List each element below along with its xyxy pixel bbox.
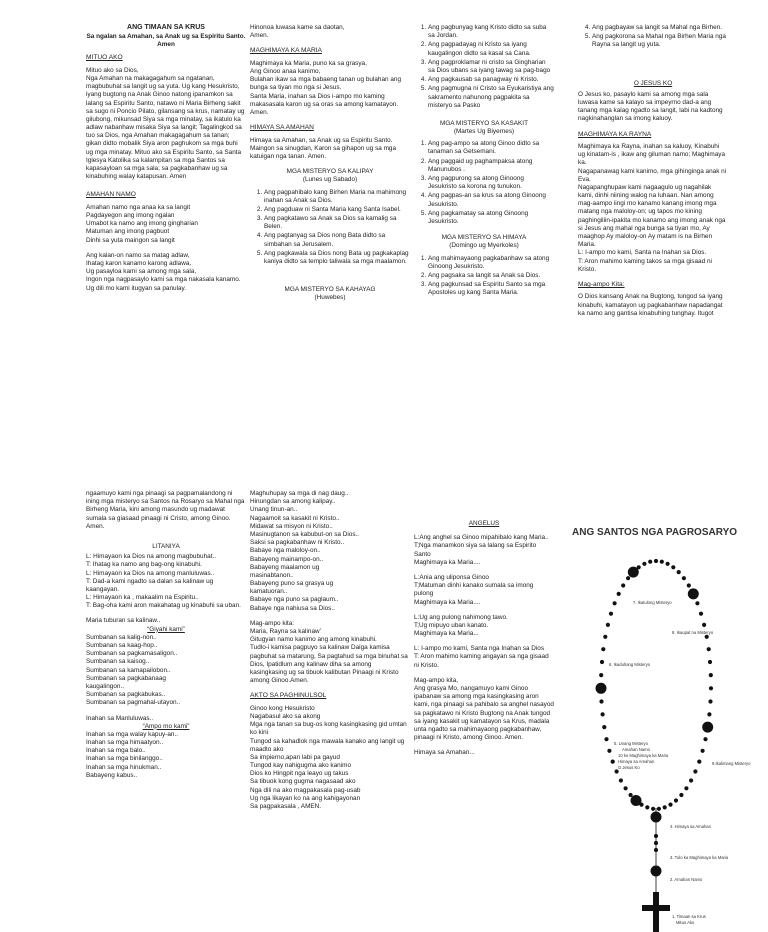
angelus-part-1: L:Ang anghel sa Ginoo mipahibalo kang Maria.. T;Nga manamkon siya sa lalang sa Espirito Santo Maghimaya ka Maria....	[414, 534, 549, 566]
small-bead	[637, 565, 641, 569]
small-bead	[671, 565, 675, 569]
small-bead	[699, 612, 703, 616]
small-bead	[654, 559, 658, 563]
small-bead	[607, 749, 611, 753]
list-item: 4. Ang pagbayaw sa langit sa Mahal nga Birhen.	[592, 24, 728, 32]
kalipay-list	[250, 189, 410, 267]
small-bead	[697, 760, 701, 764]
column-2-top	[250, 24, 410, 307]
magampo-heading: Mag-ampo Kita:	[578, 280, 625, 288]
small-bead	[600, 660, 604, 664]
list-item: 4. Ang pagpas-an sa krus sa atong Ginoong Jesukristo.	[428, 192, 554, 208]
large-bead	[596, 683, 607, 694]
label-2: 2. Amahan Namo	[670, 877, 703, 882]
label-5: 5. Unang Misteryo	[614, 741, 648, 746]
angelus-part-4: L: I-ampo mo kami, Santa nga Inahan sa Dios T: Aron mahimo kaming angayan sa nga gisaad ni Kristo.	[414, 645, 549, 669]
list-item: 3. Ang pagpurong sa atong Ginoong Jesukristo sa korona ng tunukon.	[428, 175, 554, 191]
small-bead	[603, 635, 607, 639]
label-5c: 10 ko Maghimaya ka Maria	[618, 753, 669, 758]
himaya-list-continued	[578, 24, 728, 50]
label-9: 9.Ikalimang Misteryo	[712, 761, 751, 766]
doc-subtitle: Sa ngalan sa Amahan, sa Anak ug sa Espiritu Santo. Amen	[86, 32, 246, 49]
kahayag-sub: (Huwebes)	[314, 294, 346, 302]
column-1-top	[86, 24, 246, 300]
akto-heading: AKTO SA PAGHINULSOL	[250, 692, 327, 700]
pangamuyo-text: ngaamuyo kami nga pinaagi sa pagpamalandong ni ining mga misteryo sa Santos na Rosaryo sa Mahal nga Birheng Maria, kini among masundo ug madawat sumala sa giasaad pinaagi ni Cristo, among Ginoo. Amen.	[86, 490, 245, 530]
large-bead	[651, 866, 662, 877]
angelus-part-3: L:Ug ang pulong nahimong tawo. T;Ug mipuyo uban kanato. Maghimaya ka Maria...	[414, 613, 508, 638]
rosary-title: ANG SANTOS NGA PAGROSARYO	[572, 527, 738, 538]
rosary-beads	[596, 559, 714, 892]
kahayag-list	[414, 24, 554, 110]
label-4: 4. Himaya sa Amahan	[670, 824, 711, 829]
small-bead	[629, 793, 633, 797]
kasakit-heading: MGA MISTERYO SA KASAKIT	[440, 119, 528, 127]
angelus-part-5: Mag-ampo kita, Ang grasya Mo, nangamuyo kami Ginoo ipabanaw sa among mga kasingkasing aron kami, nga pinaagi sa pahibalo sa anghel nasayod sa pagkatawo ni Kristo Bugtong na Anak tungod sa iyang kasakit ug kamatayon sa Krus, madala unta ngadto sa mahimayaong pagkabanhaw, pinaagi ni Kristo, among Ginoo. Amen.	[414, 676, 554, 742]
kasakit-list	[414, 140, 554, 226]
mituo-heading: MITUO AKO	[86, 54, 123, 62]
small-bead	[709, 686, 713, 690]
small-bead	[702, 623, 706, 627]
list-item: 2. Ang pagduaw ni Santa Maria kang Santa Isabel.	[264, 206, 410, 214]
column-3-top	[414, 24, 554, 304]
small-bead	[707, 647, 711, 651]
small-bead	[621, 583, 625, 587]
list-item: 1. Ang pagpahibalo kang Birhen Maria na mahimong inahan sa Anak sa Dios.	[264, 189, 410, 205]
column-1-bottom	[86, 490, 246, 787]
small-bead	[606, 623, 610, 627]
list-item: 2. Ang pagsaka sa langit sa Anak sa Dios.	[428, 272, 554, 280]
list-item: 5. Ang pagkamatay sa atong Ginoong Jesukristo.	[428, 210, 554, 226]
small-bead	[601, 712, 605, 716]
himaya-list	[414, 255, 554, 298]
rosary-diagram	[560, 540, 768, 932]
angelus-part-2: L:Ania ang uliponsa Ginoo T;Matuman dinhi kanako sumala sa imong pulong Maghimaya ka Maria....	[414, 573, 534, 606]
large-bead	[702, 722, 713, 733]
angelus-heading: ANGELUS	[468, 520, 500, 527]
list-item: 1. Ang pagbunyag kang Kristo didto sa suba sa Jordan.	[428, 24, 554, 40]
list-item: 2. Ang pagpadayag ni Kristo sa iyang kaugalingon didto sa kasal sa Cana.	[428, 41, 554, 57]
amahan-heading: AMAHAN NAMO	[86, 191, 136, 199]
small-bead	[708, 660, 712, 664]
small-bead	[642, 562, 646, 566]
small-bead	[599, 673, 603, 677]
small-bead	[679, 793, 683, 797]
small-bead	[654, 841, 658, 845]
magampo-text: O Dios kansang Anak na Bugtong, tungod sa iyang kinabuhi, kamatayon ug pagkabanhaw napadangat ka namo ang gantisa kinabuhing tunghay. Itugot	[578, 293, 723, 317]
small-bead	[657, 807, 661, 811]
list-item: 3. Ang pagproklamar ni cristo sa Gingharian sa Dios ubans sa iyang tawag sa pag-bago	[428, 59, 554, 75]
small-bead	[626, 576, 630, 580]
kasakit-sub: (Martes Ug Biyernes)	[453, 128, 515, 136]
ojesus-heading: O JESUS KO	[633, 79, 673, 87]
small-bead	[693, 769, 697, 773]
kalipay-sub: (Lunes ug Sabado)	[302, 176, 358, 184]
list-item: 5. Ang pagmugna ni Cristo sa Eyukaristiya ang sakramento nahunong pagpakita sa misteryo sa Pasko	[428, 85, 554, 110]
list-item: 2. Ang paggaid ug paghampaksa atong Manunubos .	[428, 158, 554, 174]
label-5d: Himaya sa Amahan	[618, 759, 655, 764]
maghimaya-heading: MAGHIMAYA KA MARIA	[250, 47, 322, 55]
small-bead	[619, 778, 623, 782]
maghimaya-text: Maghimaya ka Maria, puno ka sa grasya, Ang Ginoo anaa kanimo, Bulahan ikaw sa mga babaeng tanan ug bulahan ang bunga sa tiyan mo nga si Jesus. Santa Maria, inahan sa Dios i-ampo mo kaming makasasala karon ug sa oras sa among kamatayon. Amen.	[250, 59, 402, 116]
list-item: 5. Ang pagkorona sa Mahal nga Birhen Maria nga Rayna sa langit ug yuta.	[592, 33, 728, 49]
rayna-heading: MAGHIMAYA KA RAYNA	[578, 130, 652, 138]
rosary-labels	[609, 600, 751, 925]
large-bead	[651, 812, 662, 823]
small-bead	[648, 560, 652, 564]
label-5e: O Jesus Ko	[618, 765, 640, 770]
inahan-list: Inahan sa mga walay kapuy-an.. Inahan sa mga himaatyon.. Inahan sa mga balo.. Inahan sa mga binilanggo.. Inahan sa mga hinukman.. Babayeng kabus..	[86, 730, 179, 779]
small-bead	[613, 601, 617, 605]
small-bead	[666, 562, 670, 566]
himaya-mysteries-sub: (Domingo ug Myerkoles)	[449, 242, 519, 250]
label-1b: Mituo Ako	[676, 920, 695, 925]
rosary-cross	[642, 892, 670, 932]
small-bead	[599, 699, 603, 703]
small-bead	[708, 699, 712, 703]
litaniya-heading: LITANIYA	[152, 542, 180, 550]
large-bead	[688, 588, 699, 599]
small-bead	[604, 737, 608, 741]
mituo-text: Mituo ako sa Dios, Nga Amahan na makagagahum sa ngatanan, magbubuhat sa langit ug sa yuta. Ug kang Hesukristo, iyang bugtong na Anak Ginoo natong ipanamkon sa lalang sa Espiritu Santo, natawo ni Maria Birheng sakit sa sugo ni Poncio Pilato, gilansang sa krus, namatay ug gilubong, mikunsad Siya sa mga minatay, sa ikatulo ka adlaw nabanhaw misaka Siya sa langit; Tagalingkod sa tuo sa Dios, nga Amahan makagagahum sa tanan; gikan didto mobalik Siya aron paghukom sa mga buhi ug mga minatay. Mituo ako sa Espiritu Santo, sa Santa Iglesya Katolika sa kalampitan sa mga Santos sa kapasayloan sa mga sala; sa pagkabanhaw ug sa kinabuhing walay katapusan. Amen	[86, 66, 245, 181]
label-6: 6. Ikaduhang Misteryo	[609, 662, 651, 667]
small-bead	[624, 786, 628, 790]
inahan-label: Inahan sa Manluluwas..	[86, 714, 154, 722]
small-bead	[677, 570, 681, 574]
small-bead	[615, 769, 619, 773]
column-2-bottom	[250, 490, 410, 818]
amahan-text-1: Amahan namo nga anaa ka sa langit Pagdayegon ang imong ngalan Umabot ka namo ang imong gingharian Matuman ang imong pagbuot Dinhi sa yuta maingon sa langit	[86, 203, 198, 244]
list-item: 1. Ang pag-ampo sa atong Ginoo didto sa tanaman sa Getsemani.	[428, 140, 554, 156]
small-bead	[684, 786, 688, 790]
litaniya-continued: Maghuhupay sa mga di nag daug.. Hinungdan sa among kalipay.. Unang tinun-an.. Nagaamoit sa kasakit ni Kristo.. Midawat sa misyon ni Kristo.. Masinugtanon sa kabubut-on sa Dios.. Saksi sa pagkabanhaw ni Kristo.. Babaye nga maloloy-on.. Babayeng mainampo-on.. Babayeng maalamon ug masinabtanon.. Babayeng puno sa grasya ug kamatuoran.. Babaye nga puno sa paglaum.. Babaye nga nahiusa sa Dios..	[250, 490, 360, 612]
angelus-part-6: Himaya sa Amahan...	[414, 749, 475, 757]
label-5b: Amahan Namo	[622, 747, 650, 752]
kahayag-heading: MGA MISTERYO SA KAHAYAG	[284, 286, 376, 294]
small-bead	[611, 760, 615, 764]
hinonoa-text: Hinonoa luwasa kame sa daotan, Amen.	[250, 24, 345, 40]
himaya-heading: HIMAYA SA AMAHAN	[250, 124, 314, 132]
list-item: 3. Ang pagkunsad sa Espiritu Santo sa mga Apostoles ug kang Santa Maria.	[428, 281, 554, 297]
column-3-bottom	[414, 520, 554, 765]
small-bead	[689, 778, 693, 782]
kalipay-heading: MGA MISTERYO SA KALIPAY	[286, 168, 374, 176]
himaya-text: Himaya sa Amahan, sa Anak ug sa Espiritu Santo. Maingon sa sinugdan, Karon sa gihapon ug sa mga katuigan nga tanan. Amen.	[250, 136, 397, 160]
small-bead	[695, 601, 699, 605]
label-8: 8. Ikaupat na Misteryo	[672, 630, 714, 635]
small-bead	[709, 673, 713, 677]
small-bead	[654, 834, 658, 838]
small-bead	[660, 560, 664, 564]
small-bead	[703, 737, 707, 741]
litaniya-text: L: Himayaon ka Dios na among magbubuhat.. T: Ihatag ka namo ang bag-ong kinabuhi. L: Himayaon ka Dios na among manluluwas.. T: Dad-a kami ngadto sa dalan sa kalinaw ug kaangayan. L: Himayaon ka , makaalim na Espiritu.. T: Bag-oha kami aron makahatag ug kinabuhi sa uban.	[86, 553, 241, 610]
list-item: 3. Ang pagkatawo sa Anak sa Dios sa kamalig sa Belen.	[264, 215, 410, 231]
list-item: 1. Ang mahimayaong pagkabanhaw sa atong Ginoong Jesukristo.	[428, 255, 554, 271]
amahan-text-2: Ang kalan-on namo sa matag adlaw, Ihatag karon kanamo karong adlawa, Ug pasayloa kami sa among mga sala, Ingon nga nagpasaylo kami sa mga nakasala kanamo. Ug dili mo kami itugyan sa panulay.	[86, 251, 241, 292]
small-bead	[682, 576, 686, 580]
small-bead	[651, 807, 655, 811]
small-bead	[601, 647, 605, 651]
column-4-top	[578, 24, 728, 325]
rayna-text: Maghimaya ka Rayna, inahan sa kaluoy, Kinabuhi ug kinatam-is , ikaw ang giluman namo; Maghimaya ka. Nagapanawag kami kanimo, mga gihinginga anak ni Eva. Nagapanghupaw kami nagaagulo ug nagahilak kami, dinhi niining walog na luhaan. Nan among mag-aampo iingi mo kanamo kanang imong mga matang nga maloloy-on; ug tapos mo kining paghingiliin-ipakita mo kanamo ang imong anak nga si Jesus ang mahal nga bunga sa tiyan mo, Ay maaghop Ay maloloy-on Ay matam is na Birhen Maria. L: I-ampo mo kami, Santa na Inahan sa Dios. T: Aron mahimo kaming takos sa mga gisaad ni Kristo.	[578, 142, 727, 273]
magampo-rayna-text: Mag-ampo kita: Maria, Rayna sa kalinaw’ Gitugyan namo kanimo ang among kinabuhi. Tudlo-i kamisa pagpuyo sa kalinaw Daiga kamisa pagbuhat sa matarung, Sa pagtahud sa mga binuhat sa Dios, Ipatidlum ang kalinaw diha sa among kasingkasing ug sa tibuok kalibutan Pinaagi ni Kristo among Ginoo.Amen.	[250, 619, 408, 685]
small-bead	[609, 612, 613, 616]
small-bead	[687, 583, 691, 587]
small-bead	[617, 592, 621, 596]
small-bead	[707, 712, 711, 716]
sumbanan-list: Sumbanan sa kalig-non.. Sumbanan sa kaag-hop.. Sumbanan sa pagkamasaligon.. Sumbanan sa kaisog.. Sumbanan sa kamapailobon.. Sumbanan sa pagkabanaag kaugalingon.. Sumbanan sa pagkabukas.. Sumbanan sa pagmahal-utayon..	[86, 633, 181, 707]
small-bead	[602, 725, 606, 729]
small-bead	[674, 798, 678, 802]
giyahi-label: “Giyahi kami”	[147, 625, 185, 633]
small-bead	[654, 848, 658, 852]
large-bead	[631, 795, 642, 806]
list-item: 5. Ang pagkawala sa Dios nong Bata ug pagkakaplag kaniya didto sa templo taliwala sa mga maalamon.	[264, 250, 410, 266]
doc-title: ANG TIMAAN SA KRUS	[127, 24, 205, 31]
ojesus-text: O Jesus ko, pasaylo kami sa among mga sala luwasa kame sa kalayo sa impeyrno dad-a ang tanang mga kalag ngadto sa langit, labi na kadtong nagkinahanglan sa imong kaluoy.	[578, 90, 723, 123]
small-bead	[663, 805, 667, 809]
list-item: 4. Ang pagtanyag sa Dios nong Bata didto sa simbahan sa Jerusalem.	[264, 232, 410, 248]
small-bead	[705, 635, 709, 639]
small-bead	[668, 803, 672, 807]
ampo-label: “Ampo mo kami”	[142, 722, 190, 730]
akto-text: Ginoo kong Hesukristo Nagabasul ako sa akong Mga nga tanan sa bug-os kong kasingkasing gid umtan ko kini Tungod sa kahadlok nga mawala kanako ang langit ug maadto ako Sa impierno,apan labi pa gayud Tungod kay nahigugma ako kanimo Dios ko Hingpit nga leayo ug takus Sa tibuok kong gugma nagasaad ako Nga dili na ako magpakasala pag-usab Ug nga likayan ko na ang kahigayonan Sa pagpakasala , AMEN.	[250, 704, 407, 810]
label-3: 3. Tulo ka Maghimaya ka Maria	[670, 855, 729, 860]
list-item: 4. Ang pagkausab sa panagway ni Kristo.	[428, 76, 554, 84]
label-7: 7. Ikatulong Misteryo	[633, 600, 672, 605]
small-bead	[645, 805, 649, 809]
label-1: 1. Timaan sa Krus	[672, 914, 706, 919]
small-bead	[701, 749, 705, 753]
maria-label: Maria tuburan sa kalinaw..	[86, 617, 161, 625]
himaya-mysteries-heading: MGA MISTERYO SA HIMAYA	[441, 234, 527, 242]
